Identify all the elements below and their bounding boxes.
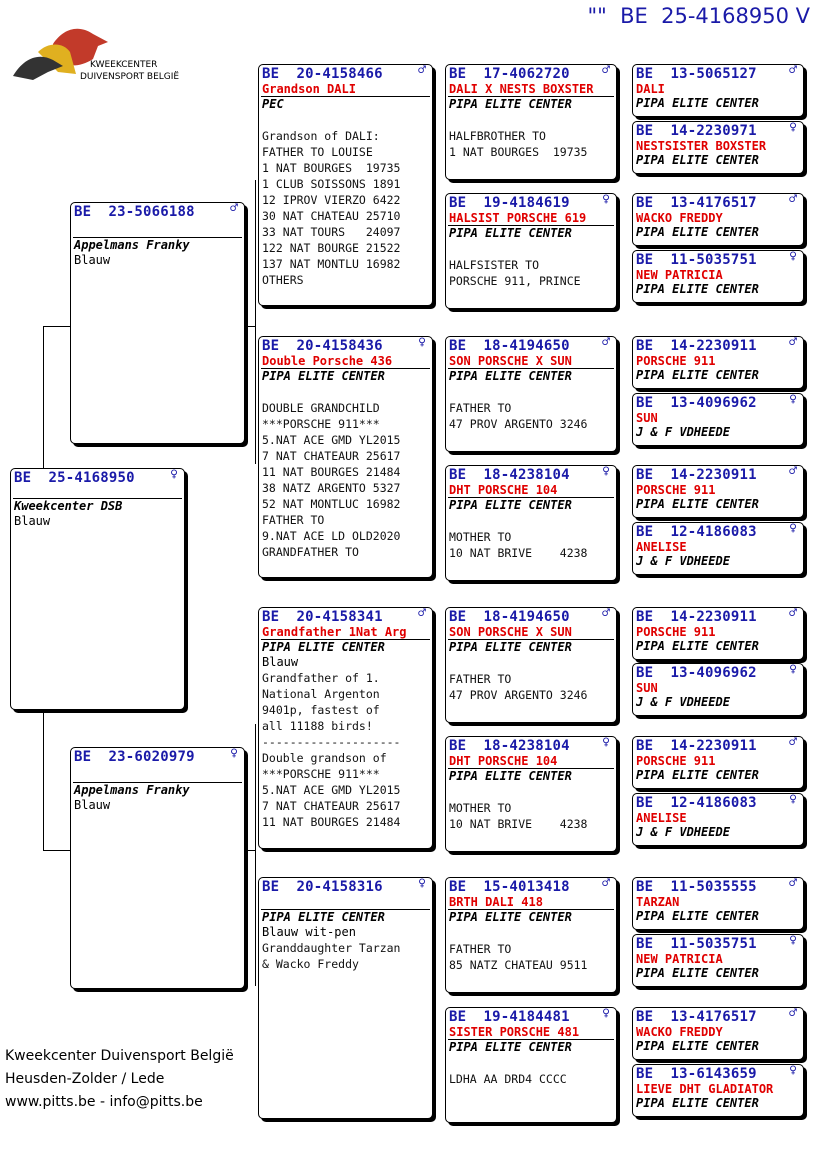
sex-icon: ♀	[789, 522, 797, 536]
owner: J & F VDHEEDE	[636, 554, 730, 568]
sex-icon: ♂	[789, 877, 797, 891]
notes: Grandson of DALI: FATHER TO LOUISE 1 NAT BOURGES 19735 1 CLUB SOISSONS 1891 12 IPROV VIERZO 6422 30 NAT CHATEAU 25710 33 NAT TOURS 24097 122 NAT BOURGE 21522 137 NAT MONTLU 16982 OTHERS	[262, 129, 401, 287]
ring-number: BE 11-5035555	[636, 879, 757, 895]
connector	[255, 724, 256, 986]
ring-number: BE 23-6020979	[74, 749, 195, 765]
ring-number: BE 20-4158436	[262, 338, 383, 354]
bird-name: PORSCHE 911	[636, 354, 716, 368]
ring-number: BE 14-2230971	[636, 123, 757, 139]
g4-card[interactable]	[632, 663, 804, 716]
sex-icon: ♂	[789, 736, 797, 750]
owner: J & F VDHEEDE	[636, 695, 730, 709]
mother-card[interactable]	[70, 747, 245, 989]
bird-name: ANELISE	[636, 540, 687, 554]
logo-line1: KWEEKCENTER	[90, 60, 158, 70]
g4-card[interactable]	[632, 522, 804, 575]
ring-number: BE 18-4238104	[449, 467, 570, 483]
sex-icon: ♀	[602, 193, 610, 207]
bird-name: NEW PATRICIA	[636, 268, 723, 282]
ggp-card[interactable]	[445, 607, 617, 723]
bird-name	[259, 895, 432, 909]
g4-card[interactable]	[632, 336, 804, 389]
sex-icon: ♂	[789, 193, 797, 207]
bird-name: DALI	[636, 82, 665, 96]
sex-icon: ♀	[602, 736, 610, 750]
owner: PIPA ELITE CENTER	[636, 225, 759, 239]
sex-icon: ♂	[789, 64, 797, 78]
bird-name: BRTH DALI 418	[449, 895, 543, 909]
g4-card[interactable]	[632, 465, 804, 518]
connector	[255, 180, 256, 464]
ring-number: BE 20-4158466	[262, 66, 383, 82]
grandfather-maternal-card[interactable]	[258, 607, 433, 849]
ring-number: BE 17-4062720	[449, 66, 570, 82]
grandmother-maternal-card[interactable]	[258, 877, 433, 1119]
owner: PIPA ELITE CENTER	[449, 910, 572, 924]
bird-name: SON PORSCHE X SUN	[449, 625, 572, 639]
logo-line2: DUIVENSPORT BELGIË	[80, 72, 180, 82]
sex-icon: ♀	[170, 468, 178, 482]
sex-icon: ♀	[230, 747, 238, 761]
sex-icon: ♀	[789, 1064, 797, 1078]
owner: PEC	[262, 97, 284, 111]
ring-number: BE 18-4194650	[449, 338, 570, 354]
owner: PIPA ELITE CENTER	[636, 966, 759, 980]
sex-icon: ♂	[602, 336, 610, 350]
ggp-card[interactable]	[445, 1007, 617, 1123]
sex-icon: ♀	[789, 663, 797, 677]
sex-icon: ♂	[418, 64, 426, 78]
ring-number: BE 13-5065127	[636, 66, 757, 82]
owner: PIPA ELITE CENTER	[262, 640, 385, 654]
bird-name: Grandson DALI	[262, 82, 356, 96]
sex-icon: ♀	[789, 250, 797, 264]
bird-name: SUN	[636, 411, 658, 425]
ring-number: BE 19-4184481	[449, 1009, 570, 1025]
bird-name: Grandfather 1Nat Arg	[262, 625, 407, 639]
subject-card[interactable]	[10, 468, 185, 710]
ring-number: BE 14-2230911	[636, 738, 757, 754]
sex-icon: ♂	[602, 877, 610, 891]
sex-icon: ♂	[789, 1007, 797, 1021]
bird-name: PORSCHE 911	[636, 754, 716, 768]
owner: PIPA ELITE CENTER	[636, 368, 759, 382]
owner: PIPA ELITE CENTER	[636, 153, 759, 167]
owner: PIPA ELITE CENTER	[636, 282, 759, 296]
footer-contact: www.pitts.be - info@pitts.be	[5, 1094, 203, 1110]
sex-icon: ♀	[602, 465, 610, 479]
g4-card[interactable]	[632, 736, 804, 789]
g4-card[interactable]	[632, 1064, 804, 1117]
owner: PIPA ELITE CENTER	[636, 1039, 759, 1053]
sex-icon: ♀	[602, 1007, 610, 1021]
bird-name: SUN	[636, 681, 658, 695]
ring-number: BE 15-4013418	[449, 879, 570, 895]
ring-number: BE 20-4158316	[262, 879, 383, 895]
notes: Grandfather of 1. National Argenton 9401p, fastest of all 11188 birds! -------------------- Double grandson of ***PORSCHE 911*** 5.NAT ACE GMD YL2015 7 NAT CHATEAUR 25617 11 NAT BOURGES 21484	[262, 671, 401, 829]
ring-number: BE 14-2230911	[636, 467, 757, 483]
ring-number: BE 13-4096962	[636, 665, 757, 681]
sex-icon: ♀	[789, 793, 797, 807]
notes: Granddaughter Tarzan & Wacko Freddy	[262, 941, 401, 971]
g4-card[interactable]	[632, 250, 804, 303]
sex-icon: ♂	[418, 607, 426, 621]
ring-number: BE 13-4096962	[636, 395, 757, 411]
father-card[interactable]	[70, 202, 245, 444]
sex-icon: ♀	[418, 336, 426, 350]
sex-icon: ♀	[789, 393, 797, 407]
owner: PIPA ELITE CENTER	[636, 96, 759, 110]
sex-icon: ♂	[602, 64, 610, 78]
owner: PIPA ELITE CENTER	[636, 909, 759, 923]
color: Blauw	[74, 798, 111, 812]
sex-icon: ♀	[789, 934, 797, 948]
sex-icon: ♀	[418, 877, 426, 891]
color: Blauw wit-pen	[262, 925, 356, 939]
owner: J & F VDHEEDE	[636, 425, 730, 439]
ring-number: BE 12-4186083	[636, 795, 757, 811]
g4-card[interactable]	[632, 793, 804, 846]
ring-number: BE 13-4176517	[636, 1009, 757, 1025]
bird-name: SISTER PORSCHE 481	[449, 1025, 580, 1039]
sex-icon: ♂	[230, 202, 238, 216]
ggp-card[interactable]	[445, 193, 617, 309]
owner: PIPA ELITE CENTER	[449, 498, 572, 512]
notes: MOTHER TO 10 NAT BRIVE 4238	[449, 530, 588, 560]
owner: PIPA ELITE CENTER	[636, 639, 759, 653]
owner: PIPA ELITE CENTER	[449, 769, 572, 783]
notes: MOTHER TO 10 NAT BRIVE 4238	[449, 801, 588, 831]
footer-location: Heusden-Zolder / Lede	[5, 1071, 165, 1087]
bird-name: SON PORSCHE X SUN	[449, 354, 572, 368]
connector	[245, 850, 255, 851]
ring-number: BE 14-2230911	[636, 609, 757, 625]
g4-card[interactable]	[632, 121, 804, 174]
g4-card[interactable]	[632, 1007, 804, 1060]
ggp-card[interactable]	[445, 64, 617, 180]
g4-card[interactable]	[632, 934, 804, 987]
color: Blauw	[14, 514, 51, 528]
ring-number: BE 18-4238104	[449, 738, 570, 754]
bird-name: PORSCHE 911	[636, 625, 716, 639]
notes: HALFSISTER TO PORSCHE 911, PRINCE	[449, 258, 581, 288]
bird-name: HALSIST PORSCHE 619	[449, 211, 587, 225]
owner: PIPA ELITE CENTER	[262, 910, 385, 924]
color: Blauw	[262, 655, 299, 669]
ring-number: BE 20-4158341	[262, 609, 383, 625]
g4-card[interactable]	[632, 607, 804, 660]
grandmother-paternal-card[interactable]	[258, 336, 433, 578]
color: Blauw	[74, 253, 111, 267]
ring-number: BE 12-4186083	[636, 524, 757, 540]
owner: PIPA ELITE CENTER	[449, 369, 572, 383]
ggp-card[interactable]	[445, 465, 617, 581]
ggp-card[interactable]	[445, 736, 617, 852]
ring-number: BE 13-4176517	[636, 195, 757, 211]
ring-number: BE 23-5066188	[74, 204, 195, 220]
bird-name: ANELISE	[636, 811, 687, 825]
g4-card[interactable]	[632, 64, 804, 117]
logo	[8, 14, 188, 86]
bird-name: DALI X NESTS BOXSTER	[449, 82, 594, 96]
ggp-card[interactable]	[445, 877, 617, 993]
bird-name: LIEVE DHT GLADIATOR	[636, 1082, 774, 1096]
connector	[245, 326, 255, 327]
sex-icon: ♂	[602, 607, 610, 621]
owner: PIPA ELITE CENTER	[449, 226, 572, 240]
pedigree-ring-header: "" BE 25-4168950 V	[587, 4, 810, 28]
owner: PIPA ELITE CENTER	[636, 768, 759, 782]
bird-name: TARZAN	[636, 895, 680, 909]
owner: Appelmans Franky	[74, 238, 190, 252]
sex-icon: ♂	[789, 465, 797, 479]
connector	[43, 326, 70, 327]
sex-icon: ♂	[789, 336, 797, 350]
owner: PIPA ELITE CENTER	[449, 1040, 572, 1054]
ring-number: BE 25-4168950	[14, 470, 135, 486]
owner: PIPA ELITE CENTER	[636, 1096, 759, 1110]
owner: PIPA ELITE CENTER	[262, 369, 385, 383]
grandfather-paternal-card[interactable]	[258, 64, 433, 306]
bird-name: PORSCHE 911	[636, 483, 716, 497]
owner: J & F VDHEEDE	[636, 825, 730, 839]
owner: PIPA ELITE CENTER	[449, 640, 572, 654]
bird-name: NEW PATRICIA	[636, 952, 723, 966]
sex-icon: ♂	[789, 607, 797, 621]
notes: LDHA AA DRD4 CCCC	[449, 1072, 567, 1086]
footer-company: Kweekcenter Duivensport België	[5, 1048, 234, 1064]
g4-card[interactable]	[632, 193, 804, 246]
notes: DOUBLE GRANDCHILD ***PORSCHE 911*** 5.NAT ACE GMD YL2015 7 NAT CHATEAUR 25617 11 NAT BOURGES 21484 38 NATZ ARGENTO 5327 52 NAT MONTLUC 16982 FATHER TO 9.NAT ACE LD OLD2020 GRANDFATHER TO	[262, 401, 401, 559]
bird-name: NESTSISTER BOXSTER	[636, 139, 767, 153]
notes: HALFBROTHER TO 1 NAT BOURGES 19735	[449, 129, 588, 159]
owner: Appelmans Franky	[74, 783, 190, 797]
ring-number: BE 18-4194650	[449, 609, 570, 625]
owner: Kweekcenter DSB	[14, 499, 123, 513]
g4-card[interactable]	[632, 393, 804, 446]
bird-name: WACKO FREDDY	[636, 211, 723, 225]
owner: PIPA ELITE CENTER	[449, 97, 572, 111]
ring-number: BE 14-2230911	[636, 338, 757, 354]
bird-name: DHT PORSCHE 104	[449, 483, 558, 497]
owner: PIPA ELITE CENTER	[636, 497, 759, 511]
g4-card[interactable]	[632, 877, 804, 930]
ring-number: BE 11-5035751	[636, 936, 757, 952]
bird-name: WACKO FREDDY	[636, 1025, 723, 1039]
connector	[43, 850, 70, 851]
notes: FATHER TO 47 PROV ARGENTO 3246	[449, 672, 588, 702]
sex-icon: ♀	[789, 121, 797, 135]
bird-name: Double Porsche 436	[262, 354, 393, 368]
ring-number: BE 13-6143659	[636, 1066, 757, 1082]
ggp-card[interactable]	[445, 336, 617, 452]
notes: FATHER TO 85 NATZ CHATEAU 9511	[449, 942, 588, 972]
notes: FATHER TO 47 PROV ARGENTO 3246	[449, 401, 588, 431]
bird-name: DHT PORSCHE 104	[449, 754, 558, 768]
ring-number: BE 19-4184619	[449, 195, 570, 211]
ring-number: BE 11-5035751	[636, 252, 757, 268]
